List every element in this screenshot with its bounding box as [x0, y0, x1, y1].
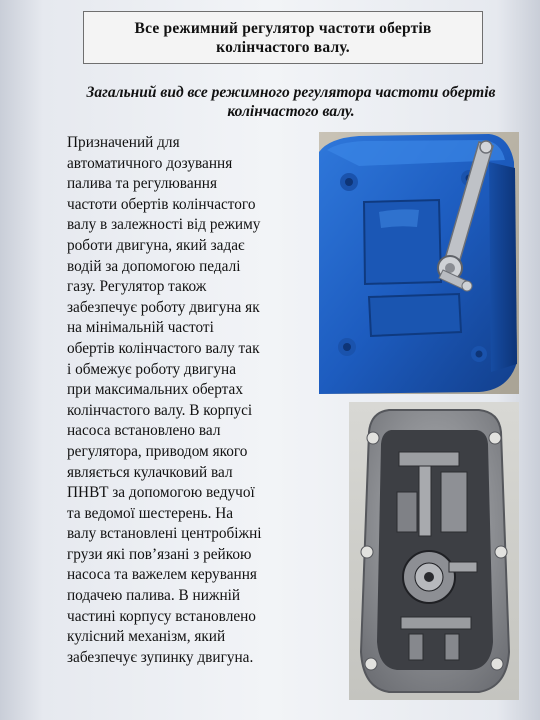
figure-subtitle: Загальний вид все режимного регулятора частоти обертів колінчастого валу.: [86, 84, 496, 120]
regulator-exterior-photo: [319, 132, 519, 394]
title-box: [83, 11, 483, 64]
regulator-interior-photo: [349, 402, 519, 700]
description-text: Призначений для автоматичного дозування палива та регулювання частоти обертів колінчастого валу в залежності від режиму роботи двигуна, який задає водій за допомогою педалі газу. Регулятор також забезпечує роботу двигуна як на мінімальній частоті обертів колінчастого валу так і обмежує роботу двигуна при максимальних обертах колінчастого валу. В корпусі насоса встановлено вал регулятора, приводом якого являється кулачковий вал ПНВТ за допомогою ведучої та ведомої шестерень. На валу встановлені центробіжні грузи які пов’язані з рейкою насоса та важелем керування подачею палива. В нижній частині корпусу встановлено кулісний механізм, який забезпечує зупинку двигуна.: [67, 134, 262, 666]
page-title: Все режимний регулятор частоти обертів колінчастого валу.: [134, 19, 432, 56]
